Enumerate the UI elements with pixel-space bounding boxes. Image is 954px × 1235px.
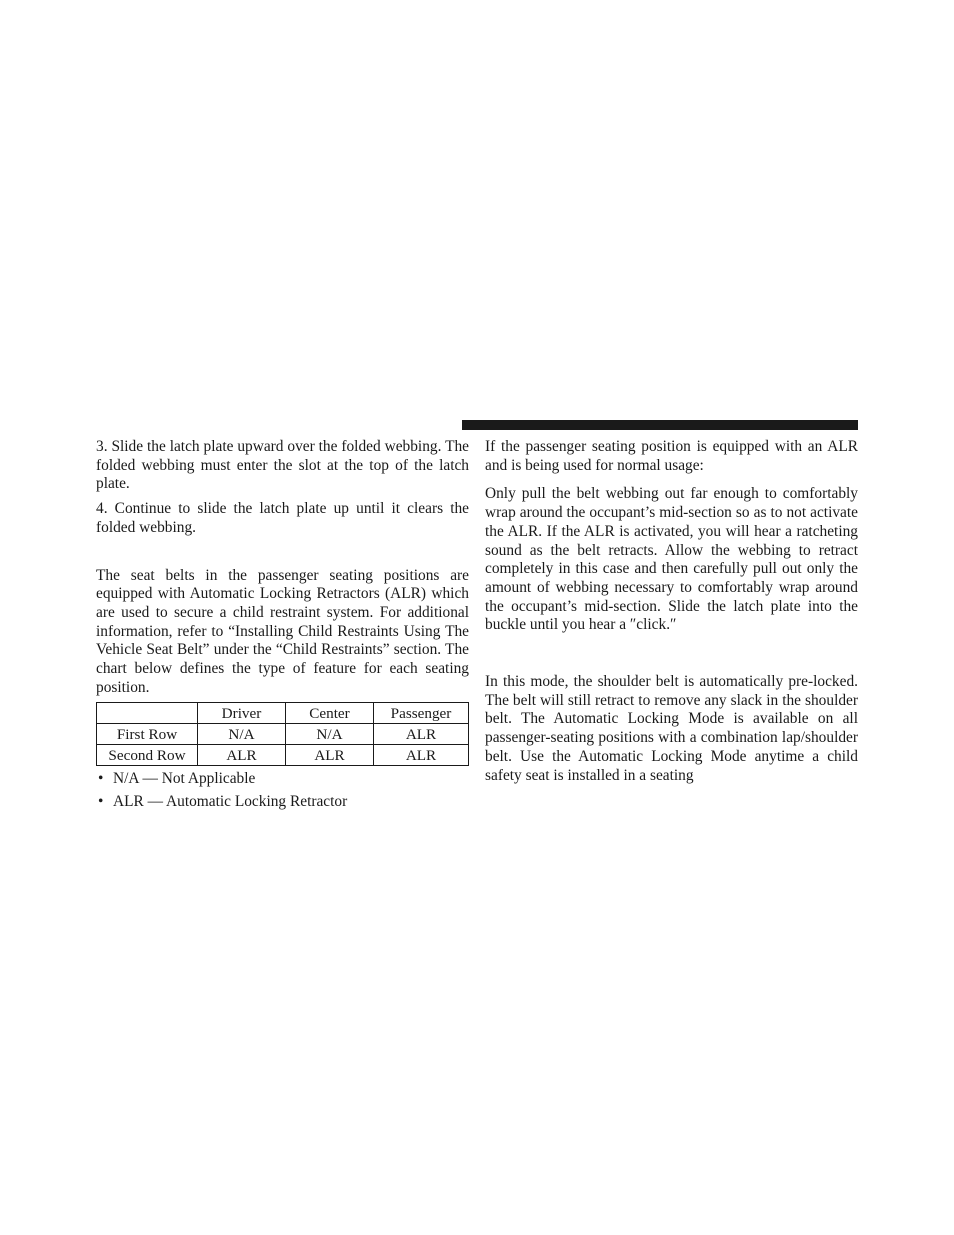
normal-usage-body: Only pull the belt webbing out far enough to comfortably wrap around the occupant’s mid-section so as to not activate the ALR. If the ALR is activated, you will hear a ratcheting sound as the belt retracts. Allow the webbing to retract completely in this case and then carefully pull out only the amount of webbing necessary to comfortably wrap around the occupant’s mid-section. Slide the latch plate into the buckle until you hear a ″click.″: [485, 485, 858, 634]
table-cell: ALR: [374, 724, 469, 745]
table-row: [97, 745, 469, 766]
table-header-cell: [97, 703, 198, 724]
list-item: [96, 770, 469, 789]
section-rule: [462, 420, 858, 430]
table-cell: ALR: [198, 745, 286, 766]
step-4-text: 4. Continue to slide the latch plate up until it clears the folded webbing.: [96, 500, 469, 536]
legend-text: ALR — Automatic Locking Retractor: [113, 793, 348, 811]
legend-text: N/A — Not Applicable: [113, 770, 256, 788]
legend-list: [96, 770, 469, 811]
table-cell: N/A: [198, 724, 286, 745]
bullet-icon: •: [98, 770, 104, 788]
table-header-cell: Center: [286, 703, 374, 724]
table-cell: ALR: [374, 745, 469, 766]
table-cell: ALR: [286, 745, 374, 766]
right-column: [485, 438, 858, 785]
alr-intro-text: The seat belts in the passenger seating positions are equipped with Automatic Locking Retractors (ALR) which are used to secure a child restraint system. For additional information, refer to “Installing Child Restraints Using The Vehicle Seat Belt” under the “Child Restraints” section. The chart below defines the type of feature for each seating position.: [96, 566, 469, 696]
table-header-row: [97, 703, 469, 724]
table-cell: N/A: [286, 724, 374, 745]
table-row: [97, 724, 469, 745]
list-item: [96, 793, 469, 812]
table-header-cell: Passenger: [374, 703, 469, 724]
left-column: [96, 438, 469, 816]
bullet-icon: •: [98, 793, 104, 811]
table-cell: First Row: [97, 724, 198, 745]
table-header-cell: Driver: [198, 703, 286, 724]
normal-usage-intro: If the passenger seating position is equipped with an ALR and is being used for normal usage:: [485, 438, 858, 474]
table-cell: Second Row: [97, 745, 198, 766]
locking-mode-body: In this mode, the shoulder belt is automatically pre-locked. The belt will still retract to remove any slack in the shoulder belt. The Automatic Locking Mode is available on all passenger-seating positions with a combination lap/shoulder belt. Use the Automatic Locking Mode anytime a child safety seat is installed in a seating: [485, 673, 858, 784]
seating-feature-table: [96, 702, 469, 766]
step-3-text: 3. Slide the latch plate upward over the folded webbing. The folded webbing must enter the slot at the top of the latch plate.: [96, 438, 469, 493]
